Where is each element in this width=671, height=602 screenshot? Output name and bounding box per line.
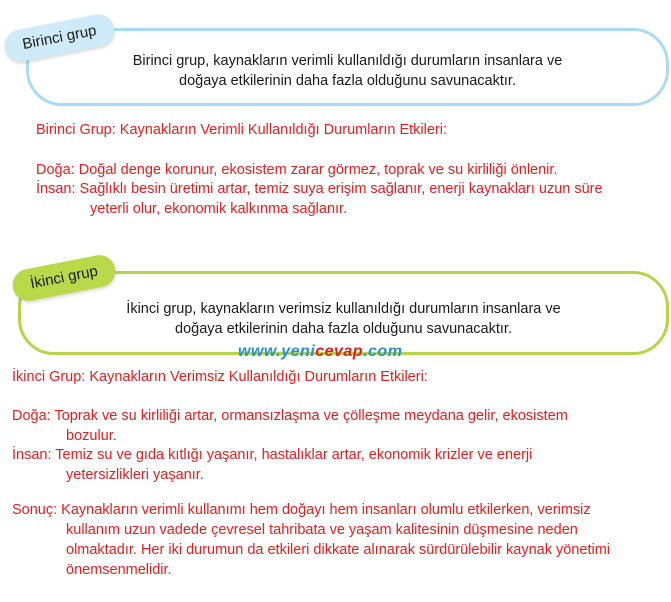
group2-doga-line1: Doğa: Toprak ve su kirliliği artar, ormansızlaşma ve çölleşme meydana gelir, ekosistem — [12, 408, 568, 424]
group2-insan-line2: yetersizlikleri yaşanır. — [66, 467, 204, 483]
group2-doga-line2: bozulur. — [66, 428, 117, 444]
group1-heading: Birinci Grup: Kaynakların Verimli Kullanıldığı Durumların Etkileri: — [36, 122, 447, 138]
group1-doga: Doğa: Doğal denge korunur, ekosistem zarar görmez, toprak ve su kirliliği önlenir. — [36, 162, 558, 178]
group1-statement-box — [26, 28, 669, 106]
group2-statement-line1: İkinci grup, kaynakların verimsiz kullanıldığı durumların insanlara ve — [126, 301, 561, 317]
group1-tag: Birinci grup — [2, 12, 117, 65]
sonuc-line4: önemsenmelidir. — [66, 562, 172, 578]
group2-statement — [21, 299, 666, 339]
group2-statement-line2: doğaya etkilerinin daha fazla olduğunu savunacaktır. — [175, 321, 512, 337]
watermark-suffix: .com — [363, 343, 403, 360]
sonuc-line3: olmaktadır. Her iki durumun da etkileri dikkate alınarak sürdürülebilir kaynak yönetimi — [66, 542, 610, 558]
group1-insan-line1: İnsan: Sağlıklı besin üretimi artar, temiz suya erişim sağlanır, enerji kaynakları uzun süre — [36, 181, 603, 197]
group2-insan — [12, 445, 532, 485]
group2-heading: İkinci Grup: Kaynakların Verimsiz Kullanıldığı Durumların Etkileri: — [12, 369, 428, 385]
group2-tag: İkinci grup — [10, 252, 119, 303]
watermark — [238, 343, 402, 361]
watermark-prefix: www.yeni — [238, 343, 316, 360]
sonuc-line1: Sonuç: Kaynakların verimli kullanımı hem doğayı hem insanları olumlu etkilerken, verimsiz — [12, 502, 591, 518]
sonuc-line2: kullanım uzun vadede çevresel tahribata ve yaşam kalitesinin düşmesine neden — [66, 522, 578, 538]
group2-insan-line1: İnsan: Temiz su ve gıda kıtlığı yaşanır, hastalıklar artar, ekonomik krizler ve enerji — [12, 447, 533, 463]
group1-statement-line2: doğaya etkilerinin daha fazla olduğunu savunacaktır. — [179, 73, 516, 89]
watermark-accent: cevap — [315, 343, 364, 360]
group1-statement-line1: Birinci grup, kaynakların verimli kullanıldığı durumların insanlara ve — [132, 53, 563, 69]
group1-insan — [36, 179, 603, 219]
sonuc-paragraph — [12, 500, 610, 580]
group2-doga — [12, 406, 568, 446]
group1-statement — [29, 51, 666, 91]
group1-insan-line2: yeterli olur, ekonomik kalkınma sağlanır. — [90, 201, 348, 217]
